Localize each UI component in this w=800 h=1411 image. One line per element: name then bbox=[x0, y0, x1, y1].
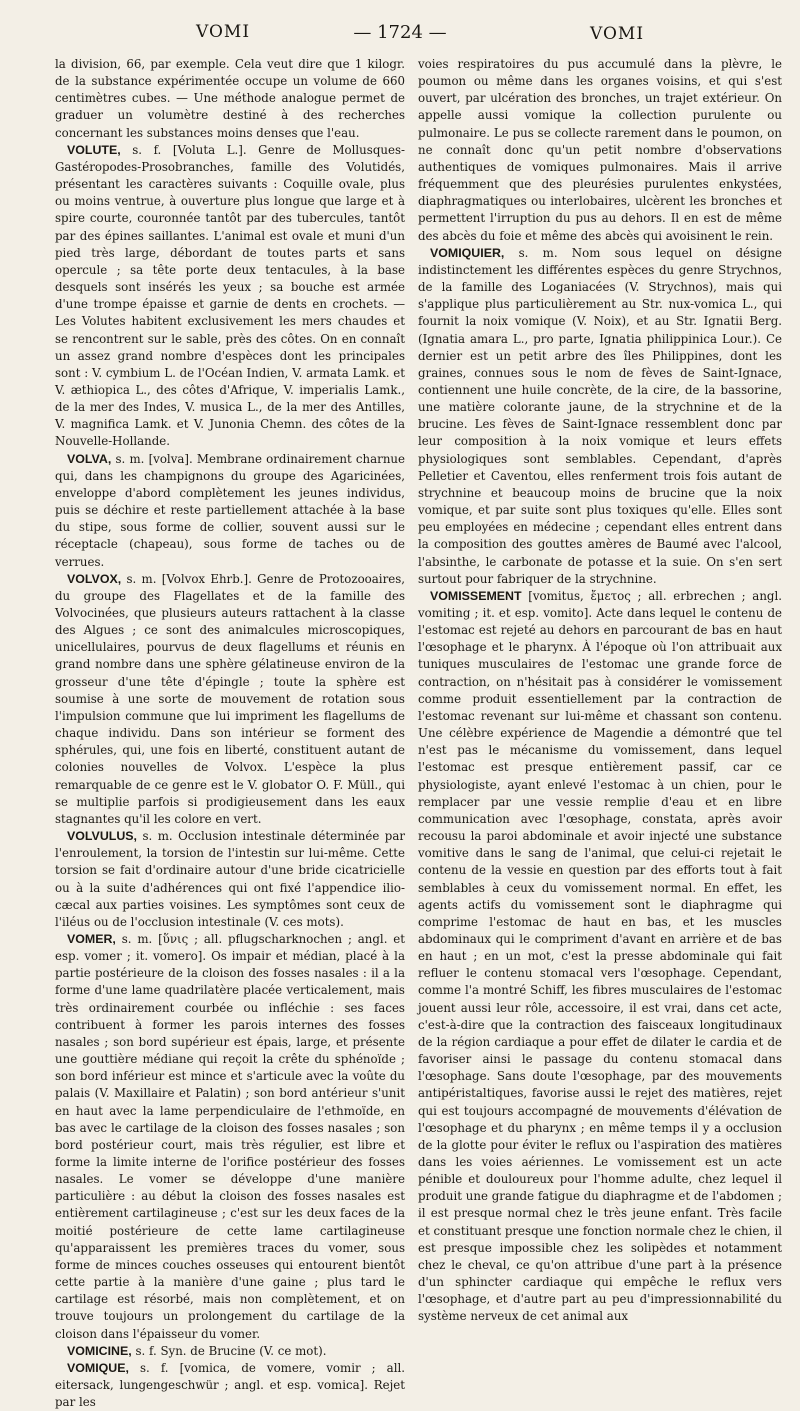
entry-body: voies respiratoires du pus accumulé dans la plèvre, le poumon ou même dans les organes voisins, et qui s'est ouvert, par ulcération des bronches, un trajet extérieur. On appelle aussi vomique la collection purulente ou pulmonaire. Le pus se collecte rarement dans le poumon, on ne connaît donc qu'un petit nombre d'observations authentiques de vomiques pulmonaires. Mais il arrive fréquemment que des pleurésies purulentes enkystées, diaphragmatiques ou interlobaires, ulcèrent les bronches et permettent l'irruption du pus au dehors. Il en est de même des abcès du foie et même des abcès qui avoisinent le rein. bbox=[418, 57, 782, 243]
continued-text bbox=[418, 56, 782, 245]
entry-body: s. m. [Volvox Ehrb.]. Genre de Protozooaires, du groupe des Flagellates et de la famille des Volvocinées, que plusieurs auteurs rattachent à la classe des Algues ; ce sont des animalcules microscopiques, unicellulaires, pourvus de deux flagellums et réunis en grand nombre dans une sphère gélatineuse environ de la grosseur d'une tête d'épingle ; toute la sphère est soumise à une sorte de mouvement de rotation sous l'impulsion commune que lui impriment les flagellums de chaque individu. Dans son intérieur se forment des sphérules, qui, une fois en liberté, constituent autant de colonies nouvelles de Volvox. L'espèce la plus remarquable de ce genre est le V. globator O. F. Müll., qui se multiplie parfois si prodigieusement dans les eaux stagnantes qu'il les colore en vert. bbox=[55, 571, 405, 826]
entry-headword: VOMICINE, bbox=[67, 1343, 132, 1358]
entry-body: s. f. [vomica, de vomere, vomir ; all. eitersack, lungengeschwür ; angl. et esp. vomica]. Rejet par les bbox=[55, 1360, 405, 1410]
entry-body: [vomitus, ἔμετος ; all. erbrechen ; angl. vomiting ; it. et esp. vomito]. Acte dans lequel le contenu de l'estomac est rejeté au dehors en parcourant de bas en haut l'œsophage et le pharynx. À l'époque où l'on attribuait aux tuniques musculaires de l'estomac une grande force de contraction, on n'hésitait pas à considérer le vomissement comme produit essentiellement par la contraction de l'estomac revenant sur lui-même et chassant son contenu. Une célèbre expérience de Magendie a démontré que tel n'est pas le mécanisme du vomissement, dans lequel l'estomac est presque entièrement passif, car ce physiologiste, ayant enlevé l'estomac à un chien, pour le remplacer par une vessie remplie d'eau et en libre communication avec l'œsophage, constata, après avoir recousu la paroi abdominale et avoir injecté une substance vomitive dans le sang de l'animal, que celui-ci rejetait le contenu de la vessie en question par des efforts tout à fait semblables à ceux du vomissement normal. En effet, les agents actifs du vomissement sont le diaphragme qui comprime l'estomac de haut en bas, et les muscles abdominaux qui le compriment d'avant en arrière et de bas en haut ; en un mot, c'est la presse abdominale qui fait refluer le contenu stomacal vers l'œsophage. Cependant, comme l'a montré Schiff, les fibres musculaires de l'estomac jouent aussi leur rôle, accessoire, il est vrai, dans cet acte, c'est-à-dire que la contraction des faisceaux longitudinaux de la région cardiaque a pour effet de dilater le cardia et de favoriser ainsi le passage du contenu stomacal dans l'œsophage. Sans doute l'œsophage, par des mouvements antipéristaltiques, favorise aussi le rejet des matières, rejet qui est toujours accompagné de mouvements d'élévation de l'œsophage et du pharynx ; en même temps il y a occlusion de la glotte pour éviter le reflux ou l'aspiration des matières dans les voies aériennes. Le vomissement est un acte pénible et douloureux pour l'homme adulte, chez lequel il produit une grande fatigue du diaphragme et de l'abdomen ; il est presque normal chez le très jeune enfant. Très facile et constituant presque une fonction normale chez le chien, il est presque impossible chez les solipèdes et notamment chez le cheval, ce qu'on attribue d'une part à la présence d'un sphincter cardiaque qui empêche le reflux vers l'œsophage, et d'autre part au peu d'impressionnabilité du système nerveux de cet animal aux bbox=[418, 588, 782, 1324]
dictionary-entry bbox=[55, 931, 405, 1343]
entry-headword: VOMER, bbox=[67, 931, 116, 946]
dictionary-entry bbox=[55, 142, 405, 451]
entry-body: s. m. [volva]. Membrane ordinairement charnue qui, dans les champignons du groupe des Agaricinées, enveloppe d'abord complètement les jeunes individus, puis se déchire et reste partiellement attachée à la base du stipe, sous forme de collier, souvent aussi sur le réceptacle (chapeau), sous forme de taches ou de verrues. bbox=[55, 451, 405, 569]
right-column bbox=[418, 56, 782, 1324]
dictionary-entry bbox=[55, 571, 405, 828]
left-column bbox=[55, 56, 405, 1410]
entry-headword: VOMIQUIER, bbox=[430, 245, 505, 260]
entry-body: s. m. Nom sous lequel on désigne indistinctement les différentes espèces du genre Strychnos, de la famille des Loganiacées (V. Strychnos), mais qui s'applique plus particulièrement au Str. nux-vomica L., qui fournit la noix vomique (V. Noix), et au Str. Ignatii Berg. (Ignatia amara L., pro parte, Ignatia philippinica Lour.). Ce dernier est un petit arbre des îles Philippines, dont les graines, connues sous le nom de fèves de Saint-Ignace, contiennent une huile concrète, de la cire, de la bassorine, une matière colorante jaune, de la strychnine et de la brucine. Les fèves de Saint-Ignace ressemblent donc par leur composition à la noix vomique et leurs effets physiologiques sont semblables. Cependant, d'après Pelletier et Caventou, elles renferment trois fois autant de strychnine et beaucoup moins de brucine que la noix vomique, et par suite sont plus toxiques qu'elle. Elles sont peu employées en médecine ; cependant elles entrent dans la composition des gouttes amères de Baumé avec l'alcool, l'absinthe, le carbonate de potasse et la suie. On s'en sert surtout pour fabriquer de la strychnine. bbox=[418, 245, 782, 586]
entry-headword: VOLVA, bbox=[67, 451, 112, 466]
entry-body: s. f. Syn. de Brucine (V. ce mot). bbox=[131, 1343, 327, 1358]
header-left-word: VOMI bbox=[196, 22, 251, 42]
dictionary-entry bbox=[55, 1360, 405, 1411]
entry-headword: VOLVULUS, bbox=[67, 829, 137, 844]
entry-headword: VOMIQUE, bbox=[67, 1360, 129, 1375]
entry-headword: VOLUTE, bbox=[67, 142, 121, 157]
dictionary-entry bbox=[418, 245, 782, 588]
running-header bbox=[0, 22, 800, 52]
dictionary-entry bbox=[55, 1343, 405, 1360]
entry-headword: VOMISSEMENT bbox=[430, 588, 522, 603]
entry-body: s. m. [ὕνις ; all. pflugscharknochen ; angl. et esp. vomer ; it. vomero]. Os impair et médian, placé à la partie postérieure de la cloison des fosses nasales : il a la forme d'une lame quadrilatère placée verticalement, mais très ordinairement courbée ou infléchie : ses faces contribuent à former les parois internes des fosses nasales ; son bord supérieur est épais, large, et présente une gouttière médiane qui reçoit la crête du sphénoïde ; son bord inférieur est mince et s'articule avec la voûte du palais (V. Maxillaire et Palatin) ; son bord antérieur s'unit en haut avec la lame perpendiculaire de l'ethmoïde, en bas avec le cartilage de la cloison des fosses nasales ; son bord postérieur court, mais très régulier, est libre et forme la limite interne de l'orifice postérieur des fosses nasales. Le vomer se développe d'une manière particulière : au début la cloison des fosses nasales est entièrement cartilagineuse ; c'est sur les deux faces de la moitié postérieure de cette lame cartilagineuse qu'apparaissent les premières traces du vomer, sous forme de minces couches osseuses qui entourent bientôt cette partie à la manière d'une gaine ; plus tard le cartilage est résorbé, mais non complètement, et on trouve toujours un prolongement du cartilage de la cloison dans l'épaisseur du vomer. bbox=[55, 931, 405, 1341]
dictionary-entry bbox=[55, 451, 405, 571]
page-number: — 1724 — bbox=[353, 22, 447, 43]
continued-text bbox=[55, 56, 405, 142]
entry-body: la division, 66, par exemple. Cela veut dire que 1 kilogr. de la substance expérimentée occupe un volume de 660 centimètres cubes. — Une méthode analogue permet de graduer un volumètre destiné à des recherches concernant les substances moins denses que l'eau. bbox=[55, 57, 405, 140]
dictionary-entry bbox=[55, 828, 405, 931]
entry-headword: VOLVOX, bbox=[67, 571, 122, 586]
dictionary-entry bbox=[418, 588, 782, 1326]
entry-body: s. f. [Voluta L.]. Genre de Mollusques-Gastéropodes-Prosobranches, famille des Volutidés, présentant les caractères suivants : Coquille ovale, plus ou moins ventrue, à ouverture plus longue que large et à spire courte, couronnée tantôt par des tubercules, tantôt par des épines saillantes. L'animal est ovale et muni d'un pied très large, débordant de toutes parts et sans opercule ; sa tête porte deux tentacules, à la base desquels sont insérés les yeux ; sa bouche est armée d'une trompe épaisse et garnie de dents en crochets. — Les Volutes habitent exclusivement les mers chaudes et se rencontrent sur le sable, près des côtes. On en connaît un assez grand nombre d'espèces dont les principales sont : V. cymbium L. de l'Océan Indien, V. armata Lamk. et V. æthiopica L., des côtes d'Afrique, V. imperialis Lamk., de la mer des Indes, V. musica L., de la mer des Antilles, V. magnifica Lamk. et V. Junonia Chemn. des côtes de la Nouvelle-Hollande. bbox=[55, 142, 405, 449]
entry-body: s. m. Occlusion intestinale déterminée par l'enroulement, la torsion de l'intestin sur lui-même. Cette torsion se fait d'ordinaire autour d'une bride cicatricielle ou à la suite d'adhérences qui ont fixé l'appendice ilio-cæcal aux parties voisines. Les symptômes sont ceux de l'iléus ou de l'occlusion intestinale (V. ces mots). bbox=[55, 829, 405, 929]
header-right-word: VOMI bbox=[590, 24, 645, 44]
